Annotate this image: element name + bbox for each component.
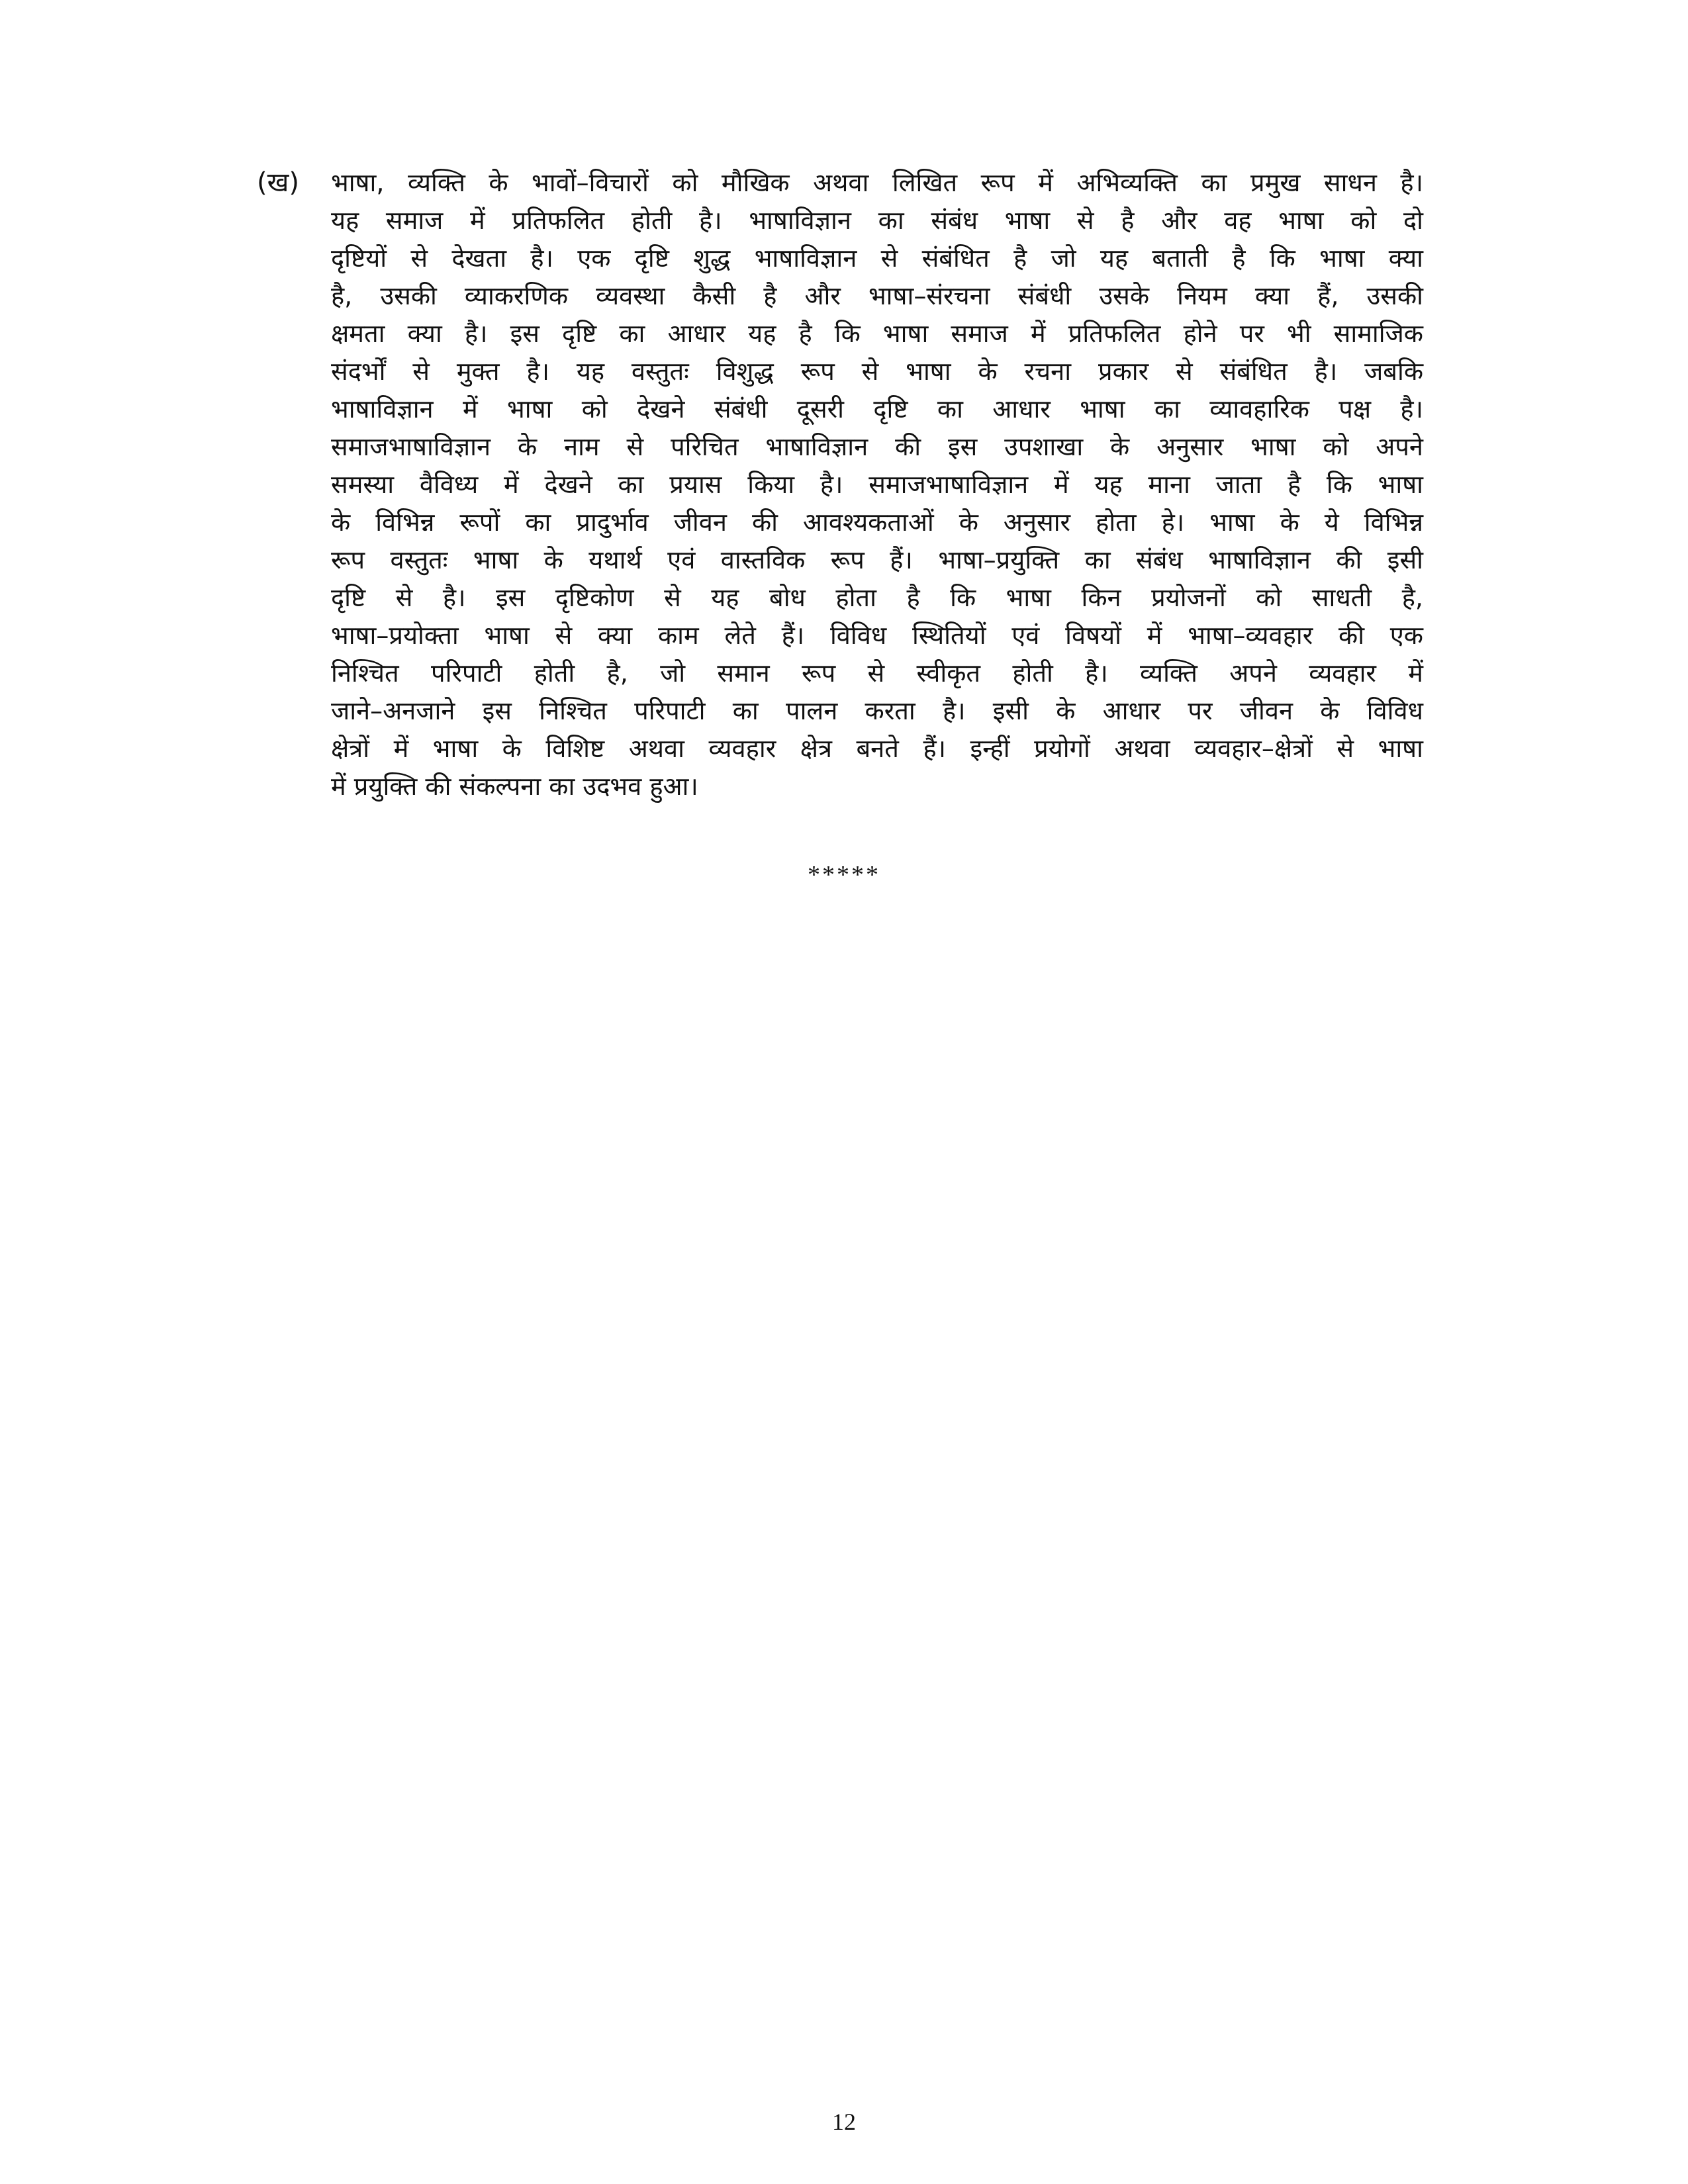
item-label: (ख) <box>257 167 299 198</box>
paragraph-line: में प्रयुक्ति की संकल्पना का उदभव हुआ। <box>331 772 698 801</box>
paragraph-line: निश्चित परिपाटी होती है, जो समान रूप से स्वीकृत होती है। व्यक्ति अपने व्यवहार में <box>331 659 1423 688</box>
paragraph-line: के विभिन्न रूपों का प्रादुर्भाव जीवन की आवश्यकताओं के अनुसार होता हे। भाषा के ये विभिन्न <box>331 508 1423 537</box>
paragraph-line: दृष्टि से है। इस दृष्टिकोण से यह बोध होता है कि भाषा किन प्रयोजनों को साधती है, <box>331 583 1423 612</box>
paragraph-line: समाजभाषाविज्ञान के नाम से परिचित भाषाविज्ञान की इस उपशाखा के अनुसार भाषा को अपने <box>331 432 1423 461</box>
paragraph-line: समस्या वैविध्य में देखने का प्रयास किया है। समाजभाषाविज्ञान में यह माना जाता है कि भाषा <box>331 470 1423 499</box>
paragraph-line: क्षेत्रों में भाषा के विशिष्ट अथवा व्यवहार क्षेत्र बनते हैं। इन्हीं प्रयोगों अथवा व्यवहार–क्षेत्रों से भाषा <box>331 734 1423 763</box>
paragraph-line: है, उसकी व्याकरणिक व्यवस्था कैसी है और भाषा–संरचना संबंधी उसके नियम क्या हैं, उसकी <box>331 281 1423 310</box>
paragraph-line: क्षमता क्या है। इस दृष्टि का आधार यह है कि भाषा समाज में प्रतिफलित होने पर भी सामाजिक <box>331 319 1423 348</box>
paragraph-line: दृष्टियों से देखता है। एक दृष्टि शुद्ध भाषाविज्ञान से संबंधित है जो यह बताती है कि भाषा क्या <box>331 244 1423 273</box>
paragraph-line: भाषाविज्ञान में भाषा को देखने संबंधी दूसरी दृष्टि का आधार भाषा का व्यावहारिक पक्ष है। <box>331 394 1423 424</box>
paragraph-line: यह समाज में प्रतिफलित होती है। भाषाविज्ञान का संबंध भाषा से है और वह भाषा को दो <box>331 206 1423 235</box>
answer-paragraph <box>331 164 1423 805</box>
page-number: 12 <box>832 2109 856 2135</box>
paragraph-line: जाने–अनजाने इस निश्चित परिपाटी का पालन करता है। इसी के आधार पर जीवन के विविध <box>331 696 1423 725</box>
paragraph-line: संदर्भों से मुक्त है। यह वस्तुतः विशुद्ध रूप से भाषा के रचना प्रकार से संबंधित है। जबकि <box>331 357 1423 386</box>
paragraph-line: भाषा–प्रयोक्ता भाषा से क्या काम लेते हैं। विविध स्थितियों एवं विषयों में भाषा–व्यवहार की एक <box>331 621 1423 650</box>
section-separator: ***** <box>808 861 880 889</box>
paragraph-line: भाषा, व्यक्ति के भावों–विचारों को मौखिक अथवा लिखित रूप में अभिव्यक्ति का प्रमुख साधन है। <box>331 168 1423 197</box>
paragraph-line: रूप वस्तुतः भाषा के यथार्थ एवं वास्तविक रूप हैं। भाषा–प्रयुक्ति का संबंध भाषाविज्ञान की इसी <box>331 545 1423 574</box>
